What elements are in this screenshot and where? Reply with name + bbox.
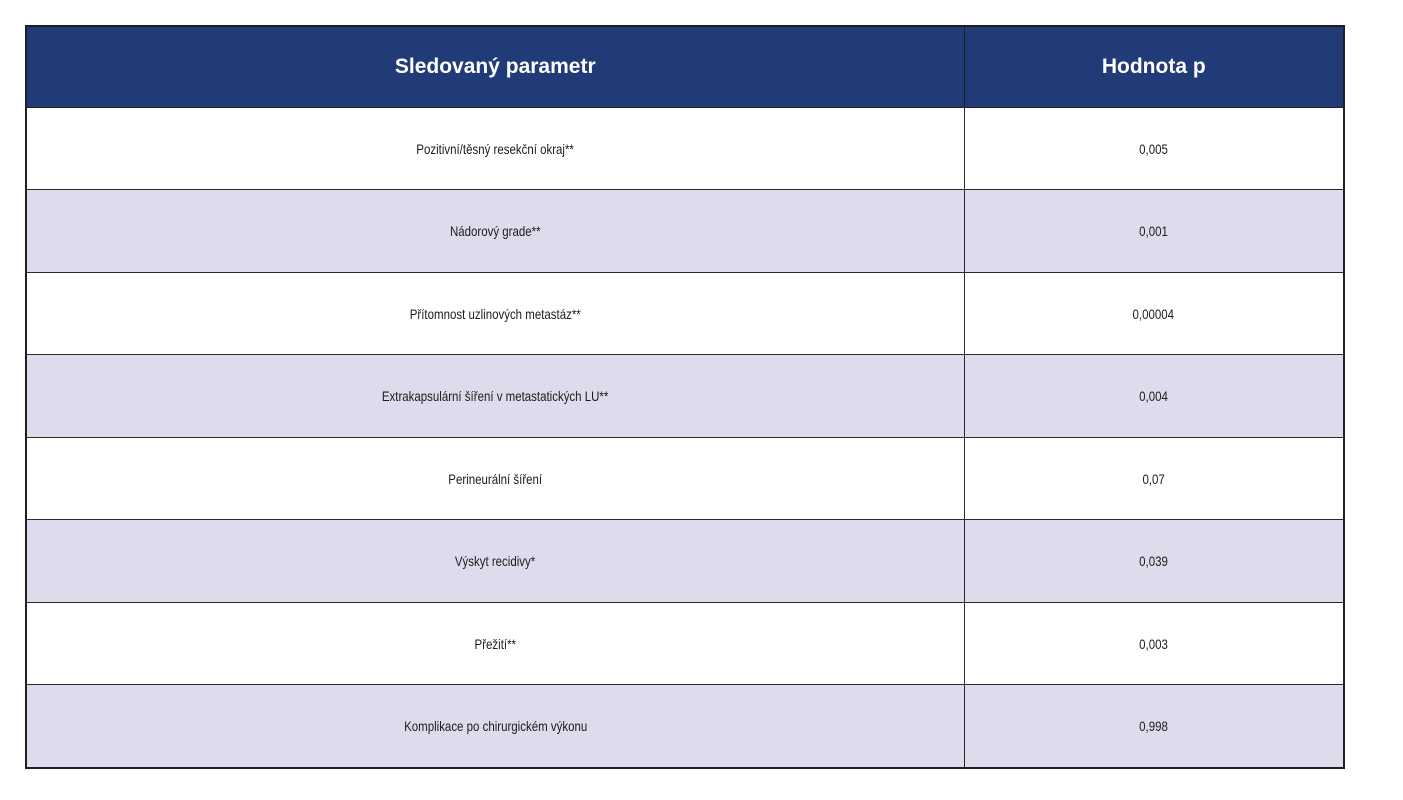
p-value-cell xyxy=(964,272,1344,354)
parameter-cell xyxy=(26,272,964,354)
p-value-cell xyxy=(964,190,1344,272)
p-value-text: 0,001 xyxy=(1139,223,1169,240)
p-value-cell xyxy=(964,602,1344,684)
table-row xyxy=(26,602,1344,684)
table-row xyxy=(26,190,1344,272)
table-row xyxy=(26,685,1344,768)
p-value-text: 0,00004 xyxy=(1132,305,1175,322)
parameter-cell xyxy=(26,602,964,684)
p-value-cell xyxy=(964,355,1344,437)
p-value-text: 0,003 xyxy=(1139,635,1169,652)
header-parameter: Sledovaný parametr xyxy=(26,26,964,108)
p-value-cell xyxy=(964,108,1344,190)
p-value-text: 0,039 xyxy=(1139,553,1169,570)
p-value-cell xyxy=(964,685,1344,768)
p-value-text: 0,07 xyxy=(1142,470,1165,487)
parameter-text: Pozitivní/těsný resekční okraj** xyxy=(416,140,575,157)
parameter-text: Extrakapsulární šíření v metastatických LU** xyxy=(381,388,609,405)
table-row xyxy=(26,108,1344,190)
parameter-cell xyxy=(26,190,964,272)
parameter-cell xyxy=(26,520,964,602)
parameter-text: Přežití** xyxy=(474,635,516,652)
p-value-text: 0,998 xyxy=(1139,718,1169,735)
parameter-text: Nádorový grade** xyxy=(449,223,541,240)
parameter-cell xyxy=(26,108,964,190)
table-row xyxy=(26,272,1344,354)
parameter-cell xyxy=(26,685,964,768)
table-header-row xyxy=(26,26,1344,108)
results-table-container xyxy=(25,25,1343,769)
parameter-text: Výskyt recidivy* xyxy=(455,553,536,570)
p-value-cell xyxy=(964,520,1344,602)
p-value-text: 0,005 xyxy=(1139,140,1169,157)
table-row xyxy=(26,355,1344,437)
parameter-cell xyxy=(26,355,964,437)
p-value-cell xyxy=(964,437,1344,519)
parameter-text: Perineurální šíření xyxy=(448,470,543,487)
table-row xyxy=(26,520,1344,602)
header-p-value: Hodnota p xyxy=(964,26,1344,108)
parameter-cell xyxy=(26,437,964,519)
results-table xyxy=(25,25,1345,769)
parameter-text: Komplikace po chirurgickém výkonu xyxy=(403,718,587,735)
parameter-text: Přítomnost uzlinových metastáz** xyxy=(409,305,581,322)
table-row xyxy=(26,437,1344,519)
p-value-text: 0,004 xyxy=(1139,388,1169,405)
